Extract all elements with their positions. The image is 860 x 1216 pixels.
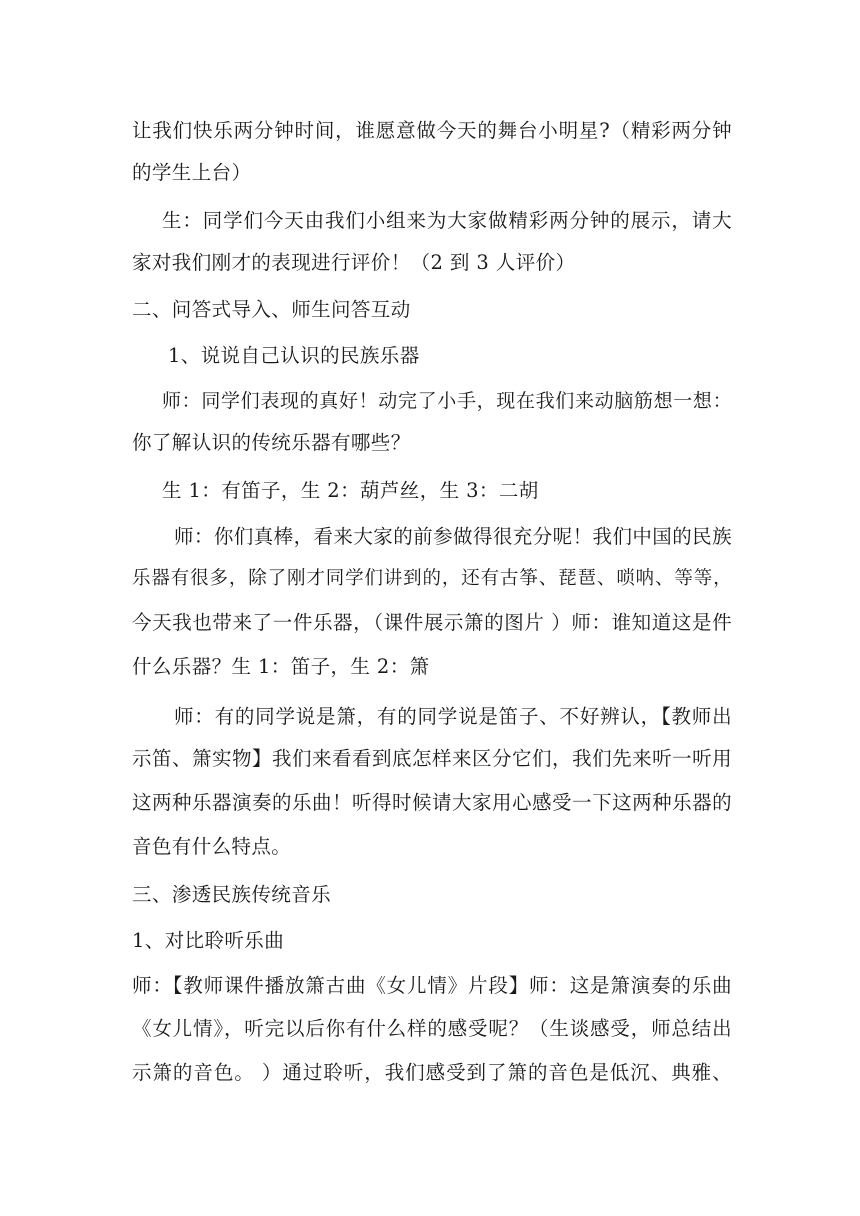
text-line: 音色有什么特点。 (132, 835, 292, 858)
text-line: 师：【教师课件播放箫古曲《女儿情》片段】师：这是箫演奏的乐曲 (132, 974, 732, 997)
text-line: 什么乐器？生 1：笛子，生 2：箫 (132, 655, 430, 678)
text-line: 《女儿情》，听完以后你有什么样的感受呢？（生谈感受，师总结出 (132, 1017, 732, 1040)
text-line: 示笛、箫实物】我们来看看到底怎样来区分它们，我们先来听一听用 (132, 747, 732, 770)
text-line: 乐器有很多，除了刚才同学们讲到的，还有古筝、琵琶、唢呐、等等， (132, 568, 732, 589)
text-line: 师：有的同学说是箫，有的同学说是笛子、不好辨认，【教师出 (174, 705, 732, 728)
text-line: 这两种乐器演奏的乐曲！听得时候请大家用心感受一下这两种乐器的 (132, 791, 732, 814)
section-heading: 二、问答式导入、师生问答互动 (132, 298, 411, 321)
section-heading: 三、渗透民族传统音乐 (132, 883, 332, 906)
text-line: 生 1：有笛子，生 2：葫芦丝，生 3：二胡 (162, 479, 539, 502)
subsection-heading: 1、说说自己认识的民族乐器 (168, 344, 420, 367)
subsection-heading: 1、对比聆听乐曲 (132, 929, 285, 952)
text-line: 让我们快乐两分钟时间，谁愿意做今天的舞台小明星?（精彩两分钟 (132, 119, 732, 142)
text-line: 你了解认识的传统乐器有哪些？ (132, 431, 411, 454)
text-line: 家对我们刚才的表现进行评价！（2 到 3 人评价） (132, 251, 576, 274)
text-line: 的学生上台） (132, 161, 252, 184)
text-line: 师：你们真棒，看来大家的前参做得很充分呢！我们中国的民族 (174, 525, 732, 548)
text-line: 示箫的音色。 ）通过聆听，我们感受到了箫的音色是低沉、典雅、 (132, 1061, 732, 1084)
text-line: 师：同学们表现的真好！动完了小手，现在我们来动脑筋想一想： (162, 390, 732, 412)
text-line: 今天我也带来了一件乐器，（课件展示箫的图片 ）师：谁知道这是件 (132, 611, 732, 634)
text-line: 生：同学们今天由我们小组来为大家做精彩两分钟的展示，请大 (162, 209, 732, 232)
